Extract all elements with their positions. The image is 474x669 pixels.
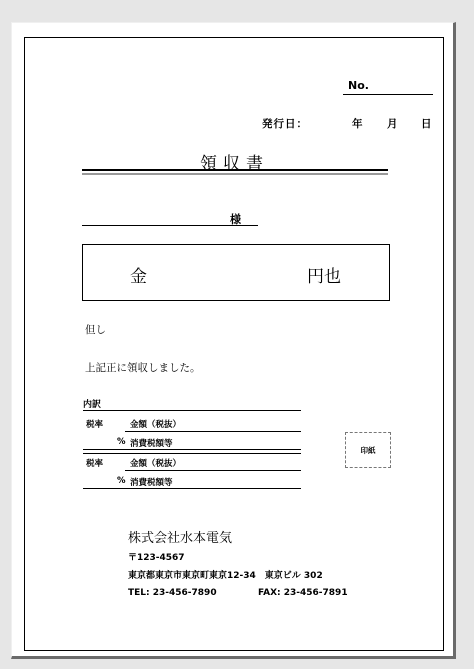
issuer-company: 株式会社水本電気 (128, 531, 233, 546)
revenue-stamp-label: 印紙 (360, 445, 376, 455)
breakdown-label: 内訳 (83, 400, 102, 410)
consumption-tax-label: 消費税額等 (130, 439, 173, 449)
receipt-statement: 上記正に領収しました。 (85, 362, 201, 374)
receipt-number-label: No. (348, 79, 369, 92)
receipt-frame (24, 37, 444, 651)
year-label: 年 (352, 118, 363, 130)
tax-rate-label: 税率 (86, 459, 104, 469)
month-label: 月 (387, 118, 398, 130)
issue-date-label: 発行日： (262, 118, 308, 130)
title-underline (82, 169, 388, 171)
issuer-fax: FAX: 23-456-7891 (258, 588, 348, 598)
issuer-tel: TEL: 23-456-7890 (128, 588, 217, 598)
receipt-title: 領収書 (200, 154, 269, 174)
issuer-postal: 〒123-4567 (128, 553, 185, 563)
amount-excl-tax-label: 金額（税抜） (130, 459, 182, 469)
percent-sign: % (117, 476, 126, 486)
issuer-address: 東京都東京市東京町東京12-34 東京ビル 302 (128, 571, 323, 581)
breakdown-line (83, 449, 301, 450)
amount-box (82, 244, 390, 301)
title-underline-shadow (82, 173, 388, 175)
addressee-suffix: 様 (230, 213, 241, 226)
revenue-stamp-box (345, 432, 391, 468)
breakdown-line (125, 431, 301, 432)
breakdown-line (83, 453, 301, 454)
memo-label: 但し (85, 324, 106, 336)
receipt-number-line (343, 94, 433, 95)
day-label: 日 (421, 118, 432, 130)
consumption-tax-label: 消費税額等 (130, 478, 173, 488)
amount-excl-tax-label: 金額（税抜） (130, 420, 182, 430)
amount-prefix: 金 (130, 267, 147, 287)
amount-suffix: 円也 (307, 267, 341, 287)
percent-sign: % (117, 437, 126, 447)
breakdown-line (83, 410, 301, 411)
addressee-line (82, 225, 258, 226)
tax-rate-label: 税率 (86, 420, 104, 430)
breakdown-line (83, 488, 301, 489)
breakdown-line (125, 470, 301, 471)
